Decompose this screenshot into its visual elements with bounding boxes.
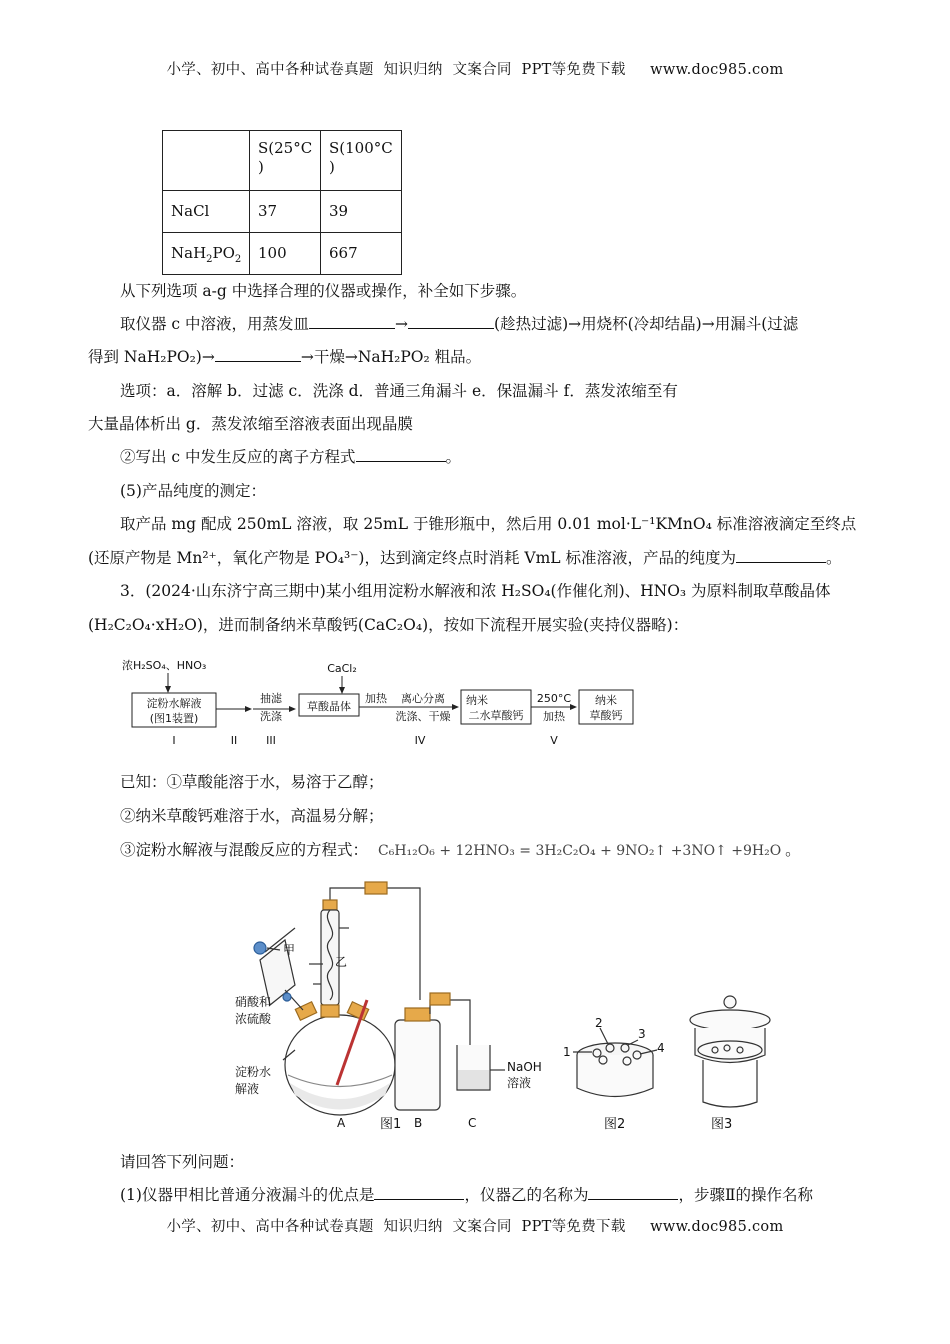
- options-line-2: 大量晶体析出 g．蒸发浓缩至溶液表面出现晶膜: [88, 415, 413, 433]
- gas-tube: [330, 888, 420, 1000]
- flow-roman-2: II: [230, 734, 238, 747]
- step-line-2: 得到 NaH₂PO₂)→ →干燥→NaH₂PO₂ 粗品。: [88, 348, 482, 366]
- label-1: 1: [563, 1045, 571, 1059]
- label-C: C: [468, 1116, 477, 1130]
- label-starch-2: 解液: [235, 1082, 260, 1096]
- table-cell-s100: 39: [321, 191, 402, 233]
- flow-temp: 250°C: [536, 692, 572, 705]
- table-row: [163, 191, 402, 233]
- answer-blank[interactable]: [736, 548, 826, 563]
- condenser-top-stopper: [323, 900, 337, 910]
- label-acid: 硝酸和: [235, 995, 272, 1009]
- fig2-caption: 图2: [604, 1117, 626, 1132]
- table-header-100c: S(100°C ): [321, 131, 402, 191]
- question-3-line-1: 3．(2024·山东济宁高三期中)某小组用淀粉水解液和浓 H₂SO₄(作催化剂)、HNO₃ 为原料制取草酸晶体: [120, 582, 831, 600]
- flow-roman-1: I: [172, 734, 176, 747]
- flow-roman-4: IV: [414, 734, 426, 747]
- label-3: 3: [638, 1027, 646, 1041]
- options-line-1: 选项：a．溶解 b．过滤 c．洗涤 d．普通三角漏斗 e．保温漏斗 f．蒸发浓缩至有: [120, 382, 678, 400]
- purity-line-2: (还原产物是 Mn²⁺，氧化产物是 PO₄³⁻)，达到滴定终点时消耗 VmL 标准溶液，产品的纯度为 。: [88, 549, 842, 567]
- table-cell-name: $NaH_2PO_2$: [163, 233, 250, 275]
- flow-cacl2: CaCl₂: [327, 662, 357, 675]
- purity-line-1: 取产品 mg 配成 250mL 溶液，取 25mL 于锥形瓶中，然后用 0.01 mol·L⁻¹KMnO₄ 标准溶液滴定至终点: [120, 515, 857, 533]
- flow-roman-3: III: [266, 734, 276, 747]
- flow-step-filter: 抽滤: [260, 692, 282, 705]
- flow-box3-label: 纳米: [466, 694, 488, 707]
- label-2: 2: [595, 1016, 603, 1030]
- answer-blank[interactable]: [408, 314, 494, 329]
- table-cell-s25: 37: [250, 191, 321, 233]
- flow-box4-sub: 草酸钙: [589, 709, 623, 722]
- label-jia: 甲: [283, 943, 296, 957]
- flow-box2-label: 草酸晶体: [307, 700, 351, 713]
- flow-step-wash: 洗涤: [260, 710, 282, 723]
- ask-line: 请回答下列问题：: [120, 1153, 245, 1171]
- fig3-caption: 图3: [711, 1117, 733, 1132]
- label-acid-2: 浓硫酸: [235, 1012, 272, 1026]
- label-naoh-2: 溶液: [507, 1076, 532, 1090]
- table-cell-s25: 100: [250, 233, 321, 275]
- question-1: (1)仪器甲相比普通分液漏斗的优点是 ，仪器乙的名称为 ，步骤Ⅱ的操作名称: [120, 1186, 814, 1204]
- question-3-line-2: (H₂C₂O₄·xH₂O)，进而制备纳米草酸钙(CaC₂O₄)，按如下流程开展实验(夹持仪器略)：: [88, 616, 689, 634]
- question-5: (5)产品纯度的测定：: [120, 482, 266, 500]
- answer-blank[interactable]: [309, 314, 395, 329]
- flow-box3-sub: 二水草酸钙: [468, 709, 524, 722]
- label-A: A: [337, 1116, 346, 1130]
- table-corner-cell: [163, 131, 250, 191]
- flow-box1-sub: (图1装置): [149, 712, 199, 725]
- label-starch: 淀粉水: [235, 1065, 272, 1079]
- desiccator-body: [695, 1028, 765, 1063]
- instruction-line: 从下列选项 a-g 中选择合理的仪器或操作，补全如下步骤。: [120, 282, 527, 300]
- answer-blank[interactable]: [588, 1185, 678, 1200]
- solubility-table: [162, 130, 402, 275]
- label-yi: 乙: [335, 955, 348, 969]
- step-line-1: 取仪器 c 中溶液，用蒸发皿 → (趁热过滤)→用烧杯(冷却结晶)→用漏斗(过滤: [120, 315, 799, 333]
- answer-blank[interactable]: [356, 447, 446, 462]
- table-row: [163, 233, 402, 275]
- flow-heat-2: 加热: [543, 710, 565, 723]
- label-naoh: NaOH: [507, 1060, 542, 1074]
- flow-reagents: 浓H₂SO₄、HNO₃: [122, 659, 207, 672]
- flow-heat: 加热: [365, 692, 387, 705]
- flow-step-dry: 洗涤、干燥: [395, 710, 451, 723]
- flow-box1-label: 淀粉水解液: [146, 697, 202, 710]
- fig1-caption: 图1: [380, 1117, 402, 1132]
- label-4: 4: [657, 1041, 665, 1055]
- answer-blank[interactable]: [374, 1185, 464, 1200]
- desiccator-lid: [690, 1010, 770, 1030]
- bottle-B: [395, 1020, 440, 1110]
- reaction-equation: C₆H₁₂O₆ + 12HNO₃ = 3H₂C₂O₄ + 9NO₂↑ +3NO↑ +9H₂O: [378, 843, 782, 859]
- flow-roman-5: V: [550, 734, 558, 747]
- centrifuge-body: [577, 1055, 653, 1097]
- known-3: ③淀粉水解液与混酸反应的方程式： C₆H₁₂O₆ + 12HNO₃ = 3H₂C₂O₄ + 9NO₂↑ +3NO↑ +9H₂O 。: [120, 841, 801, 859]
- process-flow-diagram: [118, 652, 648, 750]
- question-2: ②写出 c 中发生反应的离子方程式 。: [120, 448, 462, 466]
- flow-box4-label: 纳米: [595, 694, 617, 707]
- flow-step-centrifuge: 离心分离: [401, 692, 445, 705]
- table-cell-name: NaCl: [163, 191, 250, 233]
- page-header: 小学、初中、高中各种试卷真题 知识归纳 文案合同 PPT等免费下载 www.doc985.com: [166, 62, 784, 78]
- known-2: ②纳米草酸钙难溶于水，高温易分解；: [120, 807, 384, 825]
- table-cell-s100: 667: [321, 233, 402, 275]
- table-header-25c: S(25°C ): [250, 131, 321, 191]
- apparatus-figure: [225, 880, 795, 1135]
- known-1: 已知：①草酸能溶于水，易溶于乙醇；: [120, 773, 384, 791]
- page-footer: 小学、初中、高中各种试卷真题 知识归纳 文案合同 PPT等免费下载 www.doc985.com: [166, 1219, 784, 1235]
- label-B: B: [414, 1116, 423, 1130]
- answer-blank[interactable]: [215, 347, 301, 362]
